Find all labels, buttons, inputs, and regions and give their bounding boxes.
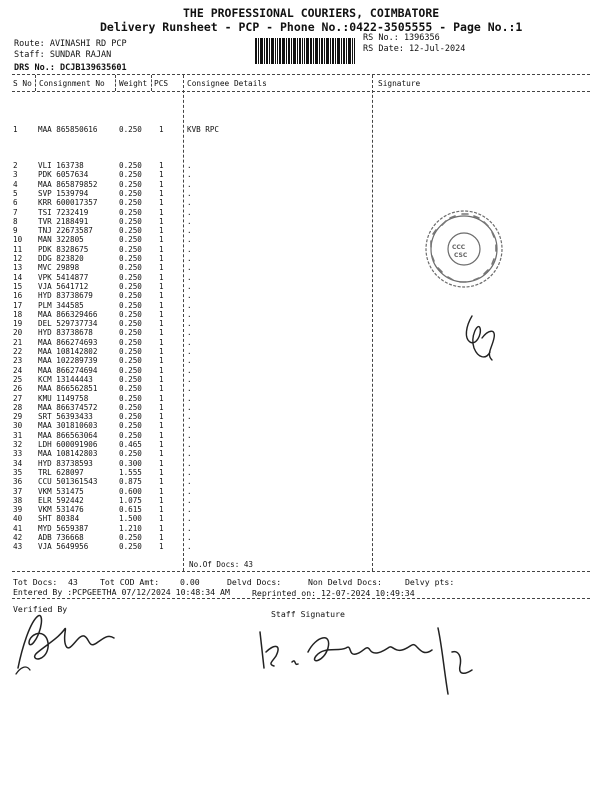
non-delvd-docs-label: Non Delvd Docs:: [308, 577, 382, 587]
verifier-signature: [8, 608, 120, 680]
rs-number: RS No.: 1396356: [363, 33, 440, 43]
table-top-rule: [12, 74, 590, 75]
row-sno: 11: [13, 244, 23, 254]
row-weight: 0.300: [119, 458, 142, 468]
row-sno: 7: [13, 207, 18, 217]
row-weight: 0.250: [119, 300, 142, 310]
row-consignee-details: .: [187, 449, 192, 459]
row-weight: 0.250: [119, 402, 142, 412]
row-consignee-details: .: [187, 347, 192, 356]
row-pcs: 1: [159, 523, 164, 533]
row-consignment-no: MYD 5659387: [38, 523, 89, 533]
row-consignment-no: VJA 5641712: [38, 281, 89, 291]
row-pcs: 1: [159, 374, 164, 384]
row-consignment-no: MVC 29898: [38, 263, 80, 273]
rs-date: RS Date: 12-Jul-2024: [363, 44, 466, 54]
row-consignee-details: .: [187, 467, 192, 477]
row-consignment-no: HYD 83738679: [38, 291, 93, 301]
row-pcs: 1: [159, 440, 164, 449]
row-pcs: 1: [159, 198, 164, 208]
row-consignment-no: MAA 866329466: [38, 309, 98, 319]
row-sno: 26: [13, 384, 23, 394]
col-header-consignment: Consignment No: [39, 79, 105, 88]
row-pcs: 1: [159, 430, 164, 440]
row-consignment-no: TSI 7232419: [38, 207, 89, 217]
row-weight: 0.875: [119, 477, 142, 487]
row-consignment-no: DEL 529737734: [38, 319, 98, 329]
row-weight: 0.250: [119, 235, 142, 245]
row-consignee-details: .: [187, 337, 192, 347]
row-consignment-no: SRT 56393433: [38, 412, 93, 422]
row-pcs: 1: [159, 458, 164, 468]
row-consignment-no: TNJ 22673587: [38, 226, 93, 236]
row-weight: 0.250: [119, 449, 142, 459]
row-sno: 5: [13, 188, 18, 198]
row-sno: 39: [13, 505, 23, 515]
table-header-rule: [12, 91, 590, 92]
row-pcs: 1: [159, 235, 164, 245]
row-consignment-no: MAA 102289739: [38, 356, 98, 366]
row-pcs: 1: [159, 486, 164, 496]
row-consignment-no: PLM 344585: [38, 300, 84, 310]
row-pcs: 1: [159, 125, 164, 134]
no-of-docs: No.Of Docs: 43: [189, 560, 254, 569]
row-pcs: 1: [159, 300, 164, 310]
col-divider: [183, 75, 184, 571]
row-consignee-details: .: [187, 272, 192, 282]
row-sno: 36: [13, 477, 23, 487]
row-consignee-details: .: [187, 523, 192, 533]
row-consignment-no: TVR 2188491: [38, 216, 89, 226]
row-sno: 22: [13, 347, 23, 356]
footer-rule: [12, 598, 590, 599]
row-consignee-details: .: [187, 179, 192, 189]
row-pcs: 1: [159, 309, 164, 319]
row-sno: 8: [13, 216, 18, 226]
row-consignment-no: ADB 736668: [38, 533, 84, 542]
row-pcs: 1: [159, 244, 164, 254]
col-divider: [35, 75, 36, 91]
col-header-consignee: Consignee Details: [187, 79, 267, 88]
row-weight: 1.075: [119, 495, 142, 505]
row-consignee-details: KVB RPC: [187, 125, 220, 134]
row-pcs: 1: [159, 291, 164, 301]
row-consignment-no: TRL 628097: [38, 467, 84, 477]
row-weight: 0.250: [119, 309, 142, 319]
row-weight: 0.250: [119, 542, 142, 552]
row-pcs: 1: [159, 226, 164, 236]
row-consignee-details: .: [187, 235, 192, 245]
row-consignee-details: .: [187, 281, 192, 291]
stamp-inner-text: CCC: [452, 244, 466, 251]
row-consignee-details: .: [187, 263, 192, 273]
row-consignee-details: .: [187, 207, 192, 217]
verified-by-label: Verified By: [13, 604, 68, 614]
row-weight: 0.250: [119, 393, 142, 403]
row-weight: 0.600: [119, 486, 142, 496]
tot-docs-value: 43: [68, 577, 78, 587]
row-weight: 0.250: [119, 207, 142, 217]
staff-signature-label: Staff Signature: [271, 609, 345, 619]
row-weight: 0.250: [119, 291, 142, 301]
runsheet-subtitle: Delivery Runsheet - PCP - Phone No.:0422-3505555 - Page No.:1: [100, 20, 523, 34]
row-consignment-no: MAA 866374572: [38, 402, 98, 412]
row-sno: 30: [13, 421, 23, 431]
delvy-pts-label: Delvy pts:: [405, 577, 455, 587]
row-consignment-no: PDK 8328675: [38, 244, 89, 254]
row-consignee-details: .: [187, 430, 192, 440]
row-sno: 16: [13, 291, 23, 301]
row-sno: 29: [13, 412, 23, 422]
row-consignment-no: MAN 322805: [38, 235, 84, 245]
row-consignment-no: HYD 83738593: [38, 458, 93, 468]
row-weight: 0.250: [119, 328, 142, 338]
staff-signature: [252, 622, 477, 700]
row-weight: 0.250: [119, 125, 142, 134]
row-weight: 0.250: [119, 412, 142, 422]
row-sno: 18: [13, 309, 23, 319]
row-pcs: 1: [159, 319, 164, 329]
row-pcs: 1: [159, 281, 164, 291]
row-pcs: 1: [159, 347, 164, 356]
row-sno: 34: [13, 458, 23, 468]
row-weight: 0.250: [119, 533, 142, 542]
row-weight: 1.210: [119, 523, 142, 533]
row-pcs: 1: [159, 328, 164, 338]
row-sno: 9: [13, 226, 18, 236]
row-weight: 0.250: [119, 179, 142, 189]
row-pcs: 1: [159, 254, 164, 263]
col-header-pcs: PCS: [154, 79, 169, 88]
row-sno: 41: [13, 523, 23, 533]
row-weight: 0.250: [119, 188, 142, 198]
row-consignment-no: MAA 108142803: [38, 449, 98, 459]
row-sno: 40: [13, 514, 23, 524]
staff-label: Staff: SUNDAR RAJAN: [14, 50, 112, 60]
row-weight: 0.250: [119, 216, 142, 226]
row-consignment-no: PDK 6057634: [38, 170, 89, 180]
row-sno: 21: [13, 337, 23, 347]
row-weight: 0.250: [119, 319, 142, 329]
stamp-inner-text: CSC: [454, 252, 468, 259]
row-consignee-details: .: [187, 365, 192, 375]
row-consignment-no: HYD 83738678: [38, 328, 93, 338]
row-consignee-details: .: [187, 291, 192, 301]
row-consignment-no: ELR 592442: [38, 495, 84, 505]
row-consignment-no: KRR 600017357: [38, 198, 98, 208]
row-sno: 42: [13, 533, 23, 542]
row-consignee-details: .: [187, 412, 192, 422]
row-sno: 6: [13, 198, 18, 208]
consignee-signature: [452, 308, 512, 368]
row-pcs: 1: [159, 161, 164, 170]
row-pcs: 1: [159, 514, 164, 524]
row-consignment-no: VKM 531476: [38, 505, 84, 515]
row-consignee-details: .: [187, 421, 192, 431]
company-title: THE PROFESSIONAL COURIERS, COIMBATORE: [183, 6, 440, 20]
row-consignee-details: .: [187, 226, 192, 236]
table-bottom-rule: [12, 571, 590, 572]
row-sno: 19: [13, 319, 23, 329]
row-consignment-no: LDH 600091906: [38, 440, 98, 449]
row-sno: 1: [13, 125, 18, 134]
row-consignee-details: .: [187, 254, 192, 263]
row-pcs: 1: [159, 216, 164, 226]
row-sno: 43: [13, 542, 23, 552]
row-pcs: 1: [159, 412, 164, 422]
row-pcs: 1: [159, 384, 164, 394]
row-consignee-details: .: [187, 244, 192, 254]
row-pcs: 1: [159, 421, 164, 431]
row-consignment-no: SVP 1539794: [38, 188, 89, 198]
row-consignee-details: .: [187, 161, 192, 170]
tot-cod-label: Tot COD Amt:: [100, 577, 160, 587]
row-sno: 12: [13, 254, 23, 263]
row-consignment-no: VKM 531475: [38, 486, 84, 496]
row-consignee-details: .: [187, 495, 192, 505]
row-pcs: 1: [159, 477, 164, 487]
row-weight: 0.615: [119, 505, 142, 515]
row-sno: 27: [13, 393, 23, 403]
row-weight: 0.465: [119, 440, 142, 449]
row-consignment-no: MAA 865879852: [38, 179, 98, 189]
row-pcs: 1: [159, 188, 164, 198]
row-weight: 0.250: [119, 374, 142, 384]
row-consignment-no: VPK 5414877: [38, 272, 89, 282]
row-pcs: 1: [159, 263, 164, 273]
row-consignment-no: VLI 163738: [38, 161, 84, 170]
row-sno: 3: [13, 170, 18, 180]
row-consignee-details: .: [187, 374, 192, 384]
row-consignee-details: .: [187, 440, 192, 449]
row-weight: 0.250: [119, 356, 142, 366]
row-pcs: 1: [159, 393, 164, 403]
row-consignment-no: DDG 823820: [38, 254, 84, 263]
col-header-signature: Signature: [378, 79, 421, 88]
row-consignee-details: .: [187, 393, 192, 403]
row-sno: 35: [13, 467, 23, 477]
row-sno: 23: [13, 356, 23, 366]
barcode: [255, 38, 355, 64]
bank-stamp: [422, 207, 506, 291]
row-consignment-no: SHT 80384: [38, 514, 80, 524]
row-consignee-details: .: [187, 477, 192, 487]
row-pcs: 1: [159, 467, 164, 477]
row-pcs: 1: [159, 542, 164, 552]
row-pcs: 1: [159, 170, 164, 180]
row-sno: 28: [13, 402, 23, 412]
row-sno: 33: [13, 449, 23, 459]
row-weight: 0.250: [119, 347, 142, 356]
row-pcs: 1: [159, 337, 164, 347]
row-weight: 0.250: [119, 421, 142, 431]
row-sno: 17: [13, 300, 23, 310]
row-consignee-details: .: [187, 328, 192, 338]
row-consignee-details: .: [187, 505, 192, 515]
row-weight: 0.250: [119, 281, 142, 291]
row-consignee-details: .: [187, 402, 192, 412]
row-weight: 0.250: [119, 365, 142, 375]
row-sno: 37: [13, 486, 23, 496]
row-pcs: 1: [159, 356, 164, 366]
row-sno: 32: [13, 440, 23, 449]
row-consignment-no: MAA 301810603: [38, 421, 98, 431]
row-consignment-no: CCU 501361543: [38, 477, 98, 487]
row-pcs: 1: [159, 533, 164, 542]
drs-number: DRS No.: DCJB139635601: [14, 63, 127, 73]
row-weight: 0.250: [119, 430, 142, 440]
row-sno: 31: [13, 430, 23, 440]
row-weight: 0.250: [119, 337, 142, 347]
route-label: Route: AVINASHI RD PCP: [14, 39, 127, 49]
row-consignment-no: VJA 5649956: [38, 542, 89, 552]
row-consignee-details: .: [187, 533, 192, 542]
row-pcs: 1: [159, 272, 164, 282]
row-pcs: 1: [159, 449, 164, 459]
reprinted-on: Reprinted on: 12-07-2024 10:49:34: [252, 588, 415, 598]
row-weight: 1.555: [119, 467, 142, 477]
row-consignee-details: .: [187, 188, 192, 198]
row-weight: 0.250: [119, 161, 142, 170]
col-divider: [151, 75, 152, 91]
row-consignee-details: .: [187, 216, 192, 226]
row-sno: 4: [13, 179, 18, 189]
row-weight: 1.500: [119, 514, 142, 524]
row-sno: 13: [13, 263, 23, 273]
row-consignment-no: MAA 866563064: [38, 430, 98, 440]
col-header-weight: Weight: [119, 79, 148, 88]
row-consignment-no: MAA 866274694: [38, 365, 98, 375]
row-sno: 24: [13, 365, 23, 375]
row-consignment-no: MAA 866562851: [38, 384, 98, 394]
col-header-sno: S No: [13, 79, 32, 88]
row-pcs: 1: [159, 505, 164, 515]
row-consignee-details: .: [187, 356, 192, 366]
row-consignment-no: MAA 866274693: [38, 337, 98, 347]
row-consignment-no: KCM 13144443: [38, 374, 93, 384]
row-weight: 0.250: [119, 198, 142, 208]
row-consignee-details: .: [187, 300, 192, 310]
col-divider: [115, 75, 116, 91]
row-sno: 15: [13, 281, 23, 291]
row-weight: 0.250: [119, 272, 142, 282]
row-pcs: 1: [159, 179, 164, 189]
row-weight: 0.250: [119, 244, 142, 254]
row-consignee-details: .: [187, 198, 192, 208]
row-consignee-details: .: [187, 458, 192, 468]
entered-by: Entered By :PCPGEETHA 07/12/2024 10:48:34 AM: [13, 587, 230, 597]
row-sno: 20: [13, 328, 23, 338]
row-consignment-no: MAA 108142802: [38, 347, 98, 356]
row-pcs: 1: [159, 495, 164, 505]
row-consignee-details: .: [187, 542, 192, 552]
row-pcs: 1: [159, 402, 164, 412]
row-sno: 2: [13, 161, 18, 170]
row-pcs: 1: [159, 365, 164, 375]
row-sno: 25: [13, 374, 23, 384]
row-pcs: 1: [159, 207, 164, 217]
row-consignment-no: KMU 1149758: [38, 393, 89, 403]
tot-docs-label: Tot Docs:: [13, 577, 58, 587]
row-consignee-details: .: [187, 170, 192, 180]
row-weight: 0.250: [119, 254, 142, 263]
delvd-docs-label: Delvd Docs:: [227, 577, 282, 587]
row-sno: 38: [13, 495, 23, 505]
row-consignee-details: .: [187, 514, 192, 524]
row-weight: 0.250: [119, 263, 142, 273]
tot-cod-value: 0.00: [180, 577, 200, 587]
row-weight: 0.250: [119, 170, 142, 180]
row-weight: 0.250: [119, 226, 142, 236]
row-consignee-details: .: [187, 384, 192, 394]
col-divider: [372, 75, 373, 571]
row-consignee-details: .: [187, 309, 192, 319]
row-sno: 14: [13, 272, 23, 282]
row-consignee-details: .: [187, 319, 192, 329]
row-sno: 10: [13, 235, 23, 245]
row-weight: 0.250: [119, 384, 142, 394]
row-consignee-details: .: [187, 486, 192, 496]
row-consignment-no: MAA 865850616: [38, 125, 98, 134]
